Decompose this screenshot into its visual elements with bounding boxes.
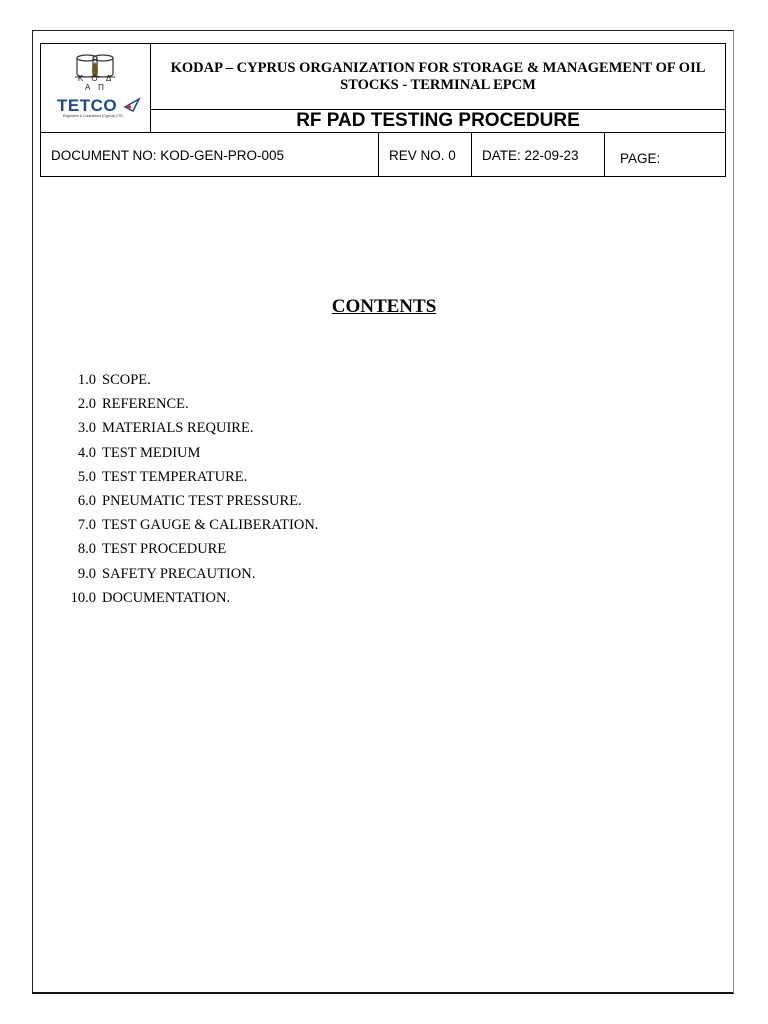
- toc-item: [66, 396, 318, 420]
- toc-item-label: REFERENCE.: [102, 396, 189, 413]
- toc-item-number: 10.0: [70, 589, 96, 606]
- page-number: PAGE:: [620, 151, 661, 166]
- toc-item-label: TEST TEMPERATURE.: [102, 468, 248, 485]
- logo-cell: [41, 44, 151, 132]
- toc-item-label: PNEUMATIC TEST PRESSURE.: [102, 492, 302, 509]
- toc-item-number: 5.0: [77, 468, 96, 485]
- toc-item: [66, 420, 318, 444]
- toc-item-label: SCOPE.: [102, 372, 151, 388]
- organization-name: KODAP – CYPRUS ORGANIZATION FOR STORAGE & MANAGEMENT OF OIL STOCKS - TERMINAL EPCM: [151, 44, 725, 110]
- document-header: [40, 43, 726, 177]
- contents-heading-text: CONTENTS: [331, 296, 437, 317]
- tetco-tagline: Engineers & Contractors (Cyprus) LTD.: [63, 114, 124, 118]
- toc-item-number: 1.0: [77, 372, 96, 388]
- tetco-logo-text: TETCO: [57, 96, 118, 115]
- toc-item: [66, 541, 318, 565]
- toc-item-label: DOCUMENTATION.: [102, 589, 231, 606]
- toc-item-number: 9.0: [77, 565, 96, 582]
- toc-item: [66, 566, 318, 590]
- document-date: DATE: 22-09-23: [472, 133, 605, 177]
- toc-item-number: 6.0: [77, 492, 96, 509]
- toc-item-number: 3.0: [77, 420, 96, 437]
- toc-item-label: TEST PROCEDURE: [102, 541, 227, 558]
- toc-item: [66, 493, 318, 517]
- toc-item: [66, 469, 318, 493]
- table-of-contents: [66, 372, 318, 614]
- toc-item-number: 2.0: [77, 396, 96, 413]
- toc-item-number: 4.0: [77, 444, 96, 461]
- toc-item: [66, 517, 318, 541]
- toc-item: [66, 445, 318, 469]
- document-meta-row: [41, 132, 725, 177]
- kodap-logo-text: K O Δ A Π: [77, 74, 115, 92]
- toc-item-number: 7.0: [77, 517, 96, 534]
- toc-item-label: MATERIALS REQUIRE.: [102, 420, 254, 437]
- toc-item-label: TEST MEDIUM: [102, 444, 201, 461]
- revision-number: REV NO. 0: [379, 133, 472, 177]
- toc-item-label: SAFETY PRECAUTION.: [102, 565, 256, 582]
- tetco-arrow-icon: [123, 97, 141, 113]
- toc-item-number: 8.0: [77, 541, 96, 558]
- document-number: DOCUMENT NO: KOD-GEN-PRO-005: [41, 133, 379, 177]
- toc-item: [66, 372, 318, 396]
- toc-item: [66, 590, 318, 614]
- contents-heading: [0, 296, 768, 318]
- toc-item-label: TEST GAUGE & CALIBERATION.: [102, 517, 319, 534]
- document-title: RF PAD TESTING PROCEDURE: [296, 110, 580, 131]
